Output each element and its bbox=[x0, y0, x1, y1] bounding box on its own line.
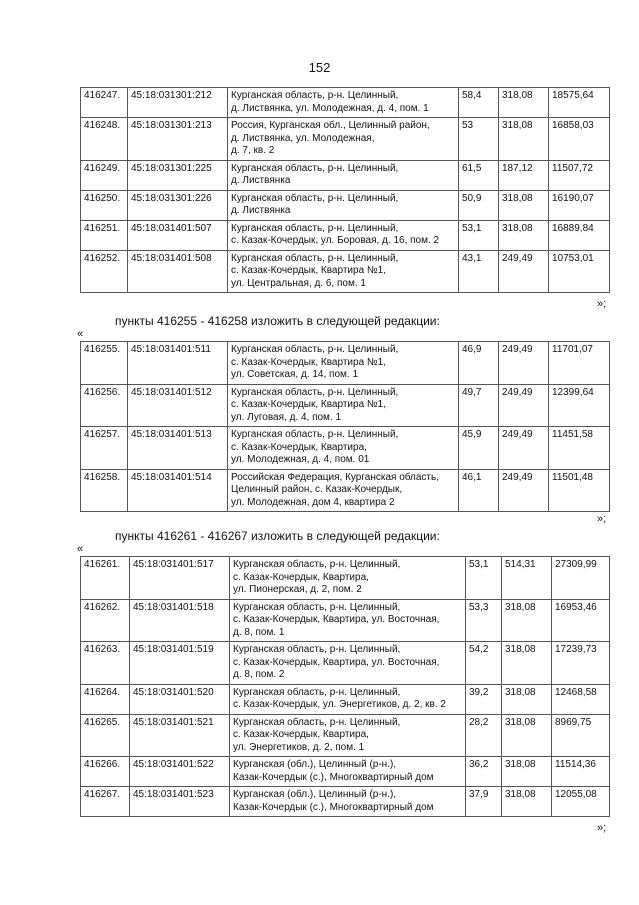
cadastral-number-cell: 45:18:031401:521 bbox=[130, 714, 230, 757]
rate-cell: 318,08 bbox=[502, 787, 552, 817]
total-cell: 16953,46 bbox=[552, 599, 610, 642]
rate-cell: 249,49 bbox=[499, 384, 549, 427]
total-cell: 16190,07 bbox=[549, 190, 610, 220]
table-row bbox=[81, 557, 610, 600]
table-row bbox=[81, 190, 610, 220]
cadastral-number-cell: 45:18:031301:212 bbox=[128, 88, 228, 118]
table-row bbox=[81, 787, 610, 817]
rate-cell: 318,08 bbox=[502, 599, 552, 642]
cadastral-number-cell: 45:18:031401:522 bbox=[130, 757, 230, 787]
address-cell: Курганская область, р-н. Целинный, д. Листвянка bbox=[228, 160, 459, 190]
registry-table-1 bbox=[80, 87, 610, 293]
address-cell: Курганская область, р-н. Целинный, с. Казак-Кочердык, Квартира, ул. Молодежная, д. 4, пом. 01 bbox=[228, 427, 459, 470]
address-cell: Курганская область, р-н. Целинный, д. Листвянка bbox=[228, 190, 459, 220]
rate-cell: 249,49 bbox=[499, 342, 549, 385]
area-cell: 46,1 bbox=[459, 469, 499, 512]
address-cell: Курганская область, р-н. Целинный, с. Казак-Кочердык, ул. Энергетиков, д. 2, кв. 2 bbox=[230, 684, 466, 714]
area-cell: 53,3 bbox=[466, 599, 502, 642]
table-row bbox=[81, 342, 610, 385]
area-cell: 53,1 bbox=[459, 220, 499, 250]
table-row bbox=[81, 757, 610, 787]
rate-cell: 318,08 bbox=[499, 190, 549, 220]
cadastral-number-cell: 45:18:031401:523 bbox=[130, 787, 230, 817]
item-number-cell: 416257. bbox=[81, 427, 128, 470]
cadastral-number-cell: 45:18:031401:514 bbox=[128, 469, 228, 512]
item-number-cell: 416258. bbox=[81, 469, 128, 512]
address-cell: Курганская область, р-н. Целинный, с. Казак-Кочердык, Квартира, ул. Восточная, д. 8, пом. 2 bbox=[230, 642, 466, 685]
cadastral-number-cell: 45:18:031401:513 bbox=[128, 427, 228, 470]
address-cell: Курганская область, р-н. Целинный, д. Листвянка, ул. Молодежная, д. 4, пом. 1 bbox=[228, 88, 459, 118]
table-row bbox=[81, 599, 610, 642]
total-cell: 11501,48 bbox=[549, 469, 610, 512]
item-number-cell: 416255. bbox=[81, 342, 128, 385]
total-cell: 8969,75 bbox=[552, 714, 610, 757]
item-number-cell: 416256. bbox=[81, 384, 128, 427]
total-cell: 11514,36 bbox=[552, 757, 610, 787]
item-number-cell: 416251. bbox=[81, 220, 128, 250]
registry-table-3 bbox=[80, 556, 610, 817]
item-number-cell: 416267. bbox=[81, 787, 130, 817]
table-row bbox=[81, 220, 610, 250]
table-row bbox=[81, 250, 610, 293]
opening-quote-2: « bbox=[77, 328, 84, 340]
address-cell: Курганская область, р-н. Целинный, с. Казак-Кочердык, Квартира, ул. Восточная, д. 8, пом. 1 bbox=[230, 599, 466, 642]
area-cell: 45,9 bbox=[459, 427, 499, 470]
total-cell: 17239,73 bbox=[552, 642, 610, 685]
total-cell: 12399,64 bbox=[549, 384, 610, 427]
opening-quote-3: « bbox=[77, 543, 84, 555]
cadastral-number-cell: 45:18:031301:226 bbox=[128, 190, 228, 220]
total-cell: 12055,08 bbox=[552, 787, 610, 817]
area-cell: 54,2 bbox=[466, 642, 502, 685]
rate-cell: 249,49 bbox=[499, 469, 549, 512]
total-cell: 11701,07 bbox=[549, 342, 610, 385]
total-cell: 11451,58 bbox=[549, 427, 610, 470]
rate-cell: 318,08 bbox=[499, 118, 549, 161]
address-cell: Россия, Курганская обл., Целинный район, д. Листвянка, ул. Молодежная, д. 7, кв. 2 bbox=[228, 118, 459, 161]
rate-cell: 318,08 bbox=[502, 714, 552, 757]
item-number-cell: 416264. bbox=[81, 684, 130, 714]
cadastral-number-cell: 45:18:031401:519 bbox=[130, 642, 230, 685]
address-cell: Курганская область, р-н. Целинный, с. Казак-Кочердык, Квартира, ул. Пионерская, д. 2, пом. 2 bbox=[230, 557, 466, 600]
cadastral-number-cell: 45:18:031401:520 bbox=[130, 684, 230, 714]
table-row bbox=[81, 160, 610, 190]
address-cell: Курганская область, р-н. Целинный, с. Казак-Кочердык, Квартира №1, ул. Центральная, д. 6, пом. 1 bbox=[228, 250, 459, 293]
cadastral-number-cell: 45:18:031401:512 bbox=[128, 384, 228, 427]
address-cell: Курганская область, р-н. Целинный, с. Казак-Кочердык, Квартира №1, ул. Луговая, д. 4, пом. 1 bbox=[228, 384, 459, 427]
cadastral-number-cell: 45:18:031301:225 bbox=[128, 160, 228, 190]
item-number-cell: 416249. bbox=[81, 160, 128, 190]
closing-quote-1: »; bbox=[597, 298, 607, 310]
table-row bbox=[81, 427, 610, 470]
item-number-cell: 416263. bbox=[81, 642, 130, 685]
cadastral-number-cell: 45:18:031401:507 bbox=[128, 220, 228, 250]
address-cell: Курганская область, р-н. Целинный, с. Казак-Кочердык, ул. Боровая, д. 16, пом. 2 bbox=[228, 220, 459, 250]
section-3-intro: пункты 416261 - 416267 изложить в следующей редакции: bbox=[115, 529, 440, 543]
area-cell: 61,5 bbox=[459, 160, 499, 190]
item-number-cell: 416247. bbox=[81, 88, 128, 118]
area-cell: 39,2 bbox=[466, 684, 502, 714]
rate-cell: 318,08 bbox=[502, 684, 552, 714]
section-2-intro: пункты 416255 - 416258 изложить в следующей редакции: bbox=[115, 314, 440, 328]
item-number-cell: 416248. bbox=[81, 118, 128, 161]
total-cell: 16858,03 bbox=[549, 118, 610, 161]
item-number-cell: 416262. bbox=[81, 599, 130, 642]
address-cell: Курганская область, р-н. Целинный, с. Казак-Кочердык, Квартира №1, ул. Советская, д. 14, пом. 1 bbox=[228, 342, 459, 385]
area-cell: 49,7 bbox=[459, 384, 499, 427]
table-row bbox=[81, 714, 610, 757]
rate-cell: 318,08 bbox=[499, 88, 549, 118]
total-cell: 11507,72 bbox=[549, 160, 610, 190]
cadastral-number-cell: 45:18:031401:511 bbox=[128, 342, 228, 385]
item-number-cell: 416252. bbox=[81, 250, 128, 293]
address-cell: Курганская (обл.), Целинный (р-н.), Казак-Кочердык (с.), Многоквартирный дом bbox=[230, 757, 466, 787]
total-cell: 10753,01 bbox=[549, 250, 610, 293]
cadastral-number-cell: 45:18:031401:508 bbox=[128, 250, 228, 293]
rate-cell: 249,49 bbox=[499, 427, 549, 470]
address-cell: Российская Федерация, Курганская область, Целинный район, с. Казак-Кочердык, ул. Молодежная, дом 4, квартира 2 bbox=[228, 469, 459, 512]
total-cell: 12468,58 bbox=[552, 684, 610, 714]
rate-cell: 318,08 bbox=[502, 642, 552, 685]
registry-table-2 bbox=[80, 341, 610, 512]
total-cell: 18575,64 bbox=[549, 88, 610, 118]
closing-quote-2: »; bbox=[597, 513, 607, 525]
rate-cell: 318,08 bbox=[499, 220, 549, 250]
address-cell: Курганская область, р-н. Целинный, с. Казак-Кочердык, Квартира, ул. Энергетиков, д. 2, пом. 1 bbox=[230, 714, 466, 757]
rate-cell: 514,31 bbox=[502, 557, 552, 600]
area-cell: 43,1 bbox=[459, 250, 499, 293]
item-number-cell: 416250. bbox=[81, 190, 128, 220]
item-number-cell: 416261. bbox=[81, 557, 130, 600]
rate-cell: 318,08 bbox=[502, 757, 552, 787]
area-cell: 53 bbox=[459, 118, 499, 161]
table-row bbox=[81, 88, 610, 118]
rate-cell: 187,12 bbox=[499, 160, 549, 190]
cadastral-number-cell: 45:18:031401:517 bbox=[130, 557, 230, 600]
table-row bbox=[81, 118, 610, 161]
table-row bbox=[81, 684, 610, 714]
table-row bbox=[81, 469, 610, 512]
address-cell: Курганская (обл.), Целинный (р-н.), Казак-Кочердык (с.), Многоквартирный дом bbox=[230, 787, 466, 817]
page-number: 152 bbox=[308, 60, 331, 75]
closing-quote-3: »; bbox=[597, 822, 607, 834]
total-cell: 27309,99 bbox=[552, 557, 610, 600]
area-cell: 37,9 bbox=[466, 787, 502, 817]
area-cell: 46,9 bbox=[459, 342, 499, 385]
area-cell: 53,1 bbox=[466, 557, 502, 600]
area-cell: 58,4 bbox=[459, 88, 499, 118]
area-cell: 36,2 bbox=[466, 757, 502, 787]
cadastral-number-cell: 45:18:031301:213 bbox=[128, 118, 228, 161]
item-number-cell: 416266. bbox=[81, 757, 130, 787]
table-row bbox=[81, 384, 610, 427]
total-cell: 16889,84 bbox=[549, 220, 610, 250]
item-number-cell: 416265. bbox=[81, 714, 130, 757]
cadastral-number-cell: 45:18:031401:518 bbox=[130, 599, 230, 642]
table-row bbox=[81, 642, 610, 685]
rate-cell: 249,49 bbox=[499, 250, 549, 293]
area-cell: 50,9 bbox=[459, 190, 499, 220]
area-cell: 28,2 bbox=[466, 714, 502, 757]
